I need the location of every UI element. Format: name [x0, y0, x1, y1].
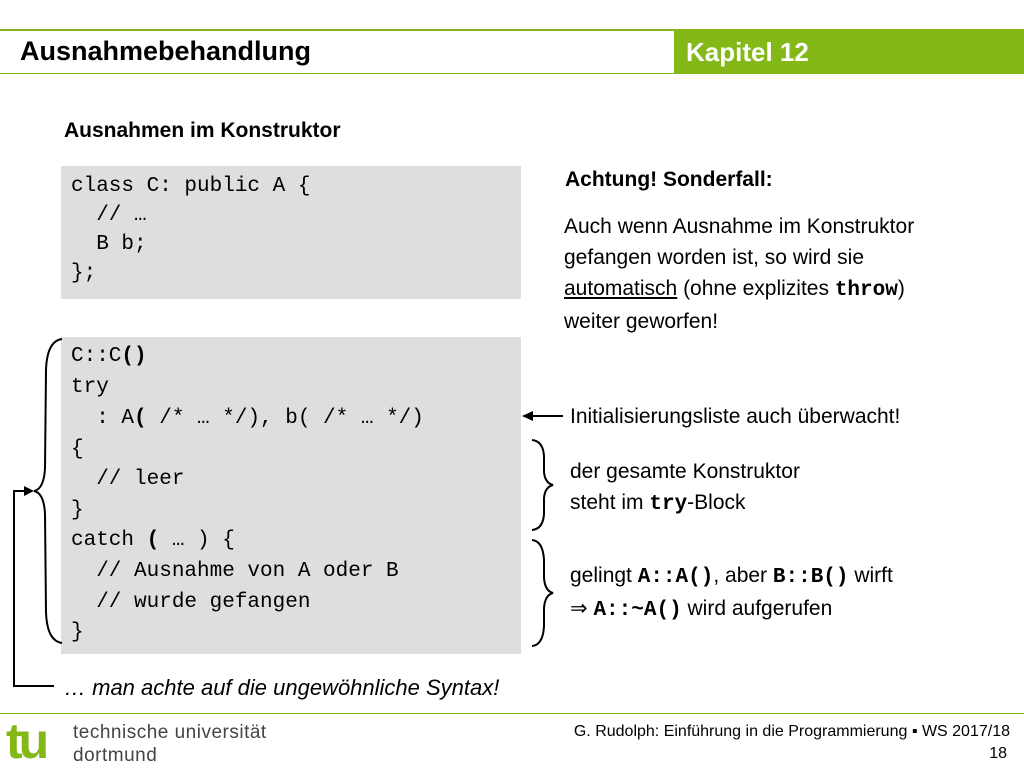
code-line: };	[71, 262, 97, 285]
university-name-line2: dortmund	[73, 745, 158, 766]
try-block-note: der gesamte Konstruktor steht im try-Block	[570, 460, 800, 516]
code-line: : A( /* … */), b( /* … */)	[71, 407, 424, 430]
code-line: // Ausnahme von A oder B	[71, 560, 399, 583]
syntax-arrow	[14, 491, 54, 686]
code-line: {	[71, 438, 84, 461]
syntax-arrow-head	[24, 486, 34, 496]
syntax-note: … man achte auf die ungewöhnliche Syntax!	[64, 675, 500, 700]
warning-heading: Achtung! Sonderfall:	[565, 168, 773, 191]
code-line: // leer	[71, 468, 185, 491]
right-brace-try	[532, 440, 553, 530]
code-line: C::C()	[71, 345, 147, 368]
code-line: // wurde gefangen	[71, 591, 311, 614]
left-brace	[34, 339, 62, 643]
destructor-note: gelingt A::A(), aber B::B() wirft ⇒ A::~A() wird aufgerufen	[570, 564, 893, 622]
code-line: }	[71, 621, 84, 644]
code-line: // …	[71, 204, 147, 227]
university-name-line1: technische universität	[73, 722, 267, 743]
code-line: B b;	[71, 233, 147, 256]
init-list-arrow-head	[522, 411, 533, 421]
warning-body: Auch wenn Ausnahme im Konstruktor gefangen worden ist, so wird sie automatisch (ohne explizites throw) weiter geworfen!	[564, 215, 915, 333]
footer-rule	[0, 713, 1024, 714]
right-brace-catch	[532, 540, 553, 646]
implies-icon: ⇒	[570, 597, 588, 620]
code-line: catch ( … ) {	[71, 529, 235, 552]
footer-credit: G. Rudolph: Einführung in die Programmierung ▪ WS 2017/18	[573, 723, 1010, 740]
code-line: try	[71, 376, 109, 399]
slide-title: Ausnahmebehandlung	[20, 36, 312, 66]
page-number: 18	[989, 745, 1007, 762]
code-line: class C: public A {	[71, 175, 311, 198]
chapter-label: Kapitel 12	[686, 37, 809, 67]
section-heading: Ausnahmen im Konstruktor	[64, 119, 341, 142]
tu-logo-mark: tu	[6, 713, 46, 769]
init-list-note: Initialisierungsliste auch überwacht!	[570, 405, 901, 428]
code-line: }	[71, 499, 84, 522]
